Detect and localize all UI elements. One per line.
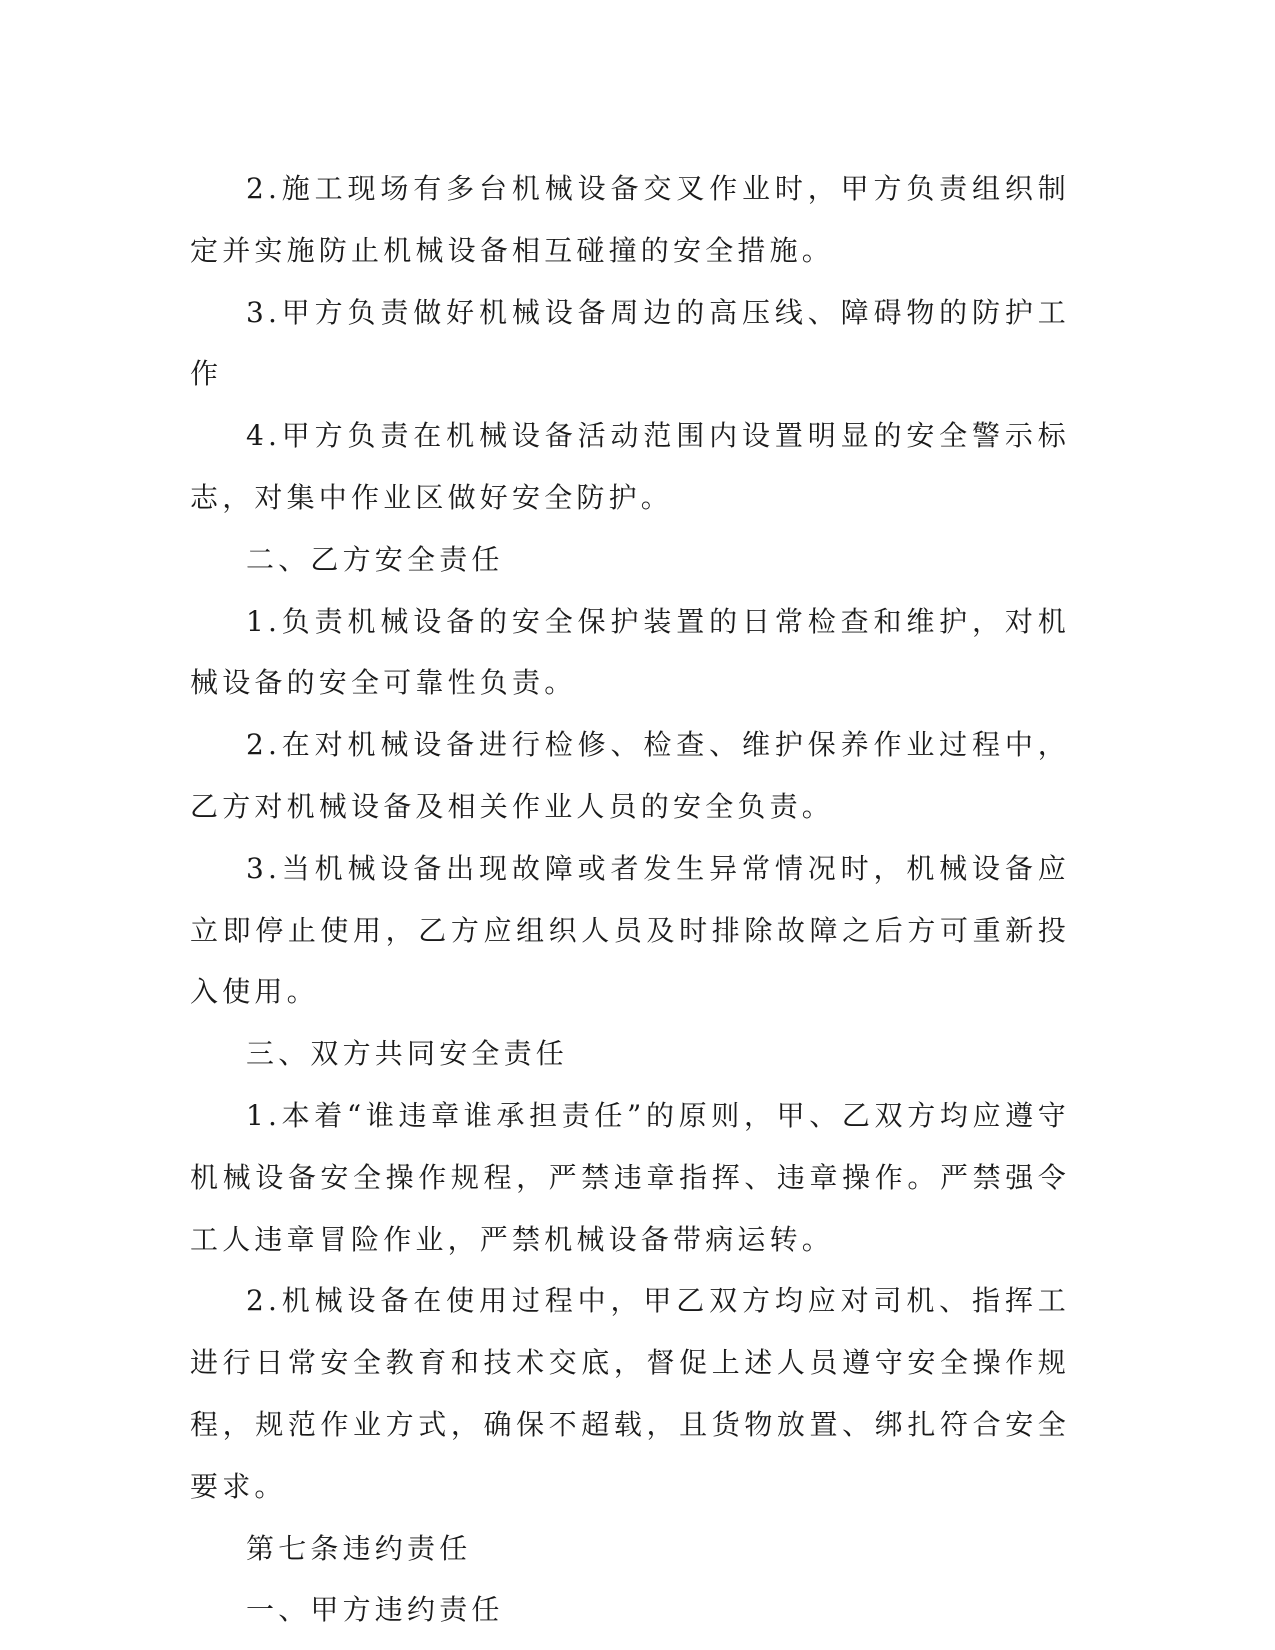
paragraph-3-high-voltage-protection: 3.甲方负责做好机械设备周边的高压线、障碍物的防护工作 <box>190 295 1070 391</box>
section-heading-party-b-responsibility: 二、乙方安全责任 <box>246 542 504 576</box>
paragraph-2-collision-measures: 2.施工现场有多台机械设备交叉作业时，甲方负责组织制定并实施防止机械设备相互碰撞的安全措施。 <box>190 172 1070 267</box>
section-heading-party-a-breach: 一、甲方违约责任 <box>246 1593 504 1627</box>
paragraph-2-maintenance-safety: 2.在对机械设备进行检修、检查、维护保养作业过程中，乙方对机械设备及相关作业人员的安全负责。 <box>190 728 1070 823</box>
document-body <box>190 158 1070 1641</box>
paragraph-2-daily-safety-education: 2.机械设备在使用过程中，甲乙双方均应对司机、指挥工进行日常安全教育和技术交底，督促上述人员遵守安全操作规程，规范作业方式，确保不超载，且货物放置、绑扎符合安全要求。 <box>190 1284 1070 1503</box>
paragraph-1-safety-device-inspection: 1.负责机械设备的安全保护装置的日常检查和维护，对机械设备的安全可靠性负责。 <box>190 604 1070 700</box>
paragraph-1-violation-principle: 1.本着“谁违章谁承担责任”的原则，甲、乙双方均应遵守机械设备安全操作规程，严禁违章指挥、违章操作。严禁强令工人违章冒险作业，严禁机械设备带病运转。 <box>190 1098 1070 1256</box>
paragraph-4-warning-signs: 4.甲方负责在机械设备活动范围内设置明显的安全警示标志，对集中作业区做好安全防护。 <box>190 419 1070 514</box>
paragraph-3-fault-handling: 3.当机械设备出现故障或者发生异常情况时，机械设备应立即停止使用，乙方应组织人员及时排除故障之后方可重新投入使用。 <box>190 851 1070 1009</box>
section-heading-joint-responsibility: 三、双方共同安全责任 <box>246 1037 569 1071</box>
article-heading-breach-liability: 第七条违约责任 <box>246 1531 472 1565</box>
